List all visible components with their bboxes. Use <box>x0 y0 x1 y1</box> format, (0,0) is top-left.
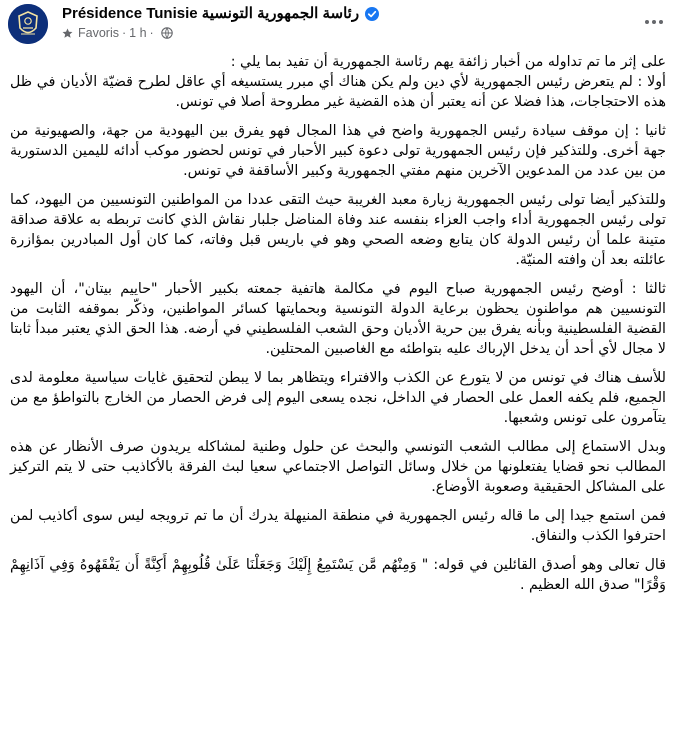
post-timestamp[interactable]: 1 h <box>129 26 147 40</box>
audience-label[interactable]: Favoris <box>78 26 119 40</box>
meta-separator: · <box>121 26 127 40</box>
post-paragraph: للأسف هناك في تونس من لا يتورع عن الكذب والافتراء ويتظاهر بما لا يبطن لتحقيق غايات سياسية معلومة لدى الجميع، فلم يكفه العمل على الحصار في الداخل، نجده يسعى اليوم إلى فرض الحصار من الخارج بالتواطؤ مع من يتآمرون على تونس وشعبها. <box>10 370 666 426</box>
globe-icon <box>161 27 173 39</box>
page-avatar[interactable] <box>8 4 48 44</box>
post-paragraph: على إثر ما تم تداوله من أخبار زائفة يهم رئاسة الجمهورية أن تفيد بما يلي : أولا : لم يتعرض رئيس الجمهورية لأي دين ولم يكن هناك أي مبرر يستسيغه أي عاقل لطرح قضيّة الأديان في ظل هذه الاحتجاجات، هذا فضلا عن أنه يعتبر أن هذه القضية غير مطروحة أصلا في تونس. <box>10 54 666 110</box>
post-paragraph: وللتذكير أيضا تولى رئيس الجمهورية زيارة معبد الغريبة حيث التقى عددا من المواطنين التونسيين من اليهود، كما تولى رئيس الجمهورية أداء واجب العزاء بنفسه عند وفاة المناضل جلبار نقاش الذي كانت تربطه به علاقة صداقة متينة علما أن رئيس الدولة كان يتابع وضعه الصحي وهو في باريس قبل وفاته، كما كان أول المبادرين بمؤازرة عائلته بعد أن وافته المنيّة. <box>10 192 666 268</box>
post-header <box>0 0 674 48</box>
post-paragraph: ثانيا : إن موقف سيادة رئيس الجمهورية واضح في هذا المجال فهو يفرق بين اليهودية من جهة، والصهيونية من جهة أخرى. وللتذكير فإن رئيس الجمهورية تولى دعوة كبير الأحبار في تونس لحضور موكب أدائه لليمين الدستورية من بين عدد من المدعوين الآخرين منهم مفتي الجمهورية وكبير الأساقفة في تونس. <box>10 123 666 179</box>
tunisia-presidency-emblem-icon <box>8 4 48 44</box>
verified-badge-icon <box>365 6 379 20</box>
post-paragraph: ثالثا : أوضح رئيس الجمهورية صباح اليوم في مكالمة هاتفية جمعته بكبير الأحبار "حاييم بيتان"، أن اليهود التونسيين هم مواطنون يحظون برعاية الدولة التونسية وبحمايتها كسائر المواطنين، وذكّر بموقفه الثابت من القضية الفلسطينية وبأنه يفرق بين حرية الأديان وحق الشعب الفلسطيني في أرضه. هذا الحق الذي يعتبر مبدأ ثابتا لا مجال لأي أحد أن يدخل الإرباك عليه بتواطئه مع الغاصبين المحتلين. <box>10 281 666 357</box>
post-paragraph: وبدل الاستماع إلى مطالب الشعب التونسي والبحث عن حلول وطنية لمشاكله يريدون صرف الأنظار عن هذه المطالب نحو قضايا يفتعلونها من خلال وسائل التواصل الاجتماعي سعيا لبث الفرقة بالأكاذيب حتى لا يتم التركيز على المشاكل الحقيقية وصعوبة الأوضاع. <box>10 439 666 495</box>
meta-separator-2: · <box>149 26 154 40</box>
page-name-link[interactable]: Présidence Tunisie رئاسة الجمهورية التونسية <box>62 5 360 22</box>
post-meta <box>62 25 173 41</box>
more-options-icon <box>645 20 649 24</box>
post-paragraph: قال تعالى وهو أصدق القائلين في قوله: " وَمِنْهُم مَّن يَسْتَمِعُ إِلَيْكَ وَجَعَلْنَا عَلَىٰ قُلُوبِهِمْ أَكِنَّةً أَن يَفْقَهُوهُ وَفِي آذَانِهِمْ وَقْرًا" صدق الله العظيم . <box>10 557 666 593</box>
more-options-button[interactable] <box>638 12 670 32</box>
post-paragraph: فمن استمع جيدا إلى ما قاله رئيس الجمهورية في منطقة المنيهلة يدرك أن ما تم ترويجه ليس سوى أكاذيب لمن احترفوا الكذب والنفاق. <box>10 508 666 544</box>
title-row <box>62 3 379 23</box>
star-icon <box>62 28 73 39</box>
post-text <box>10 52 666 595</box>
